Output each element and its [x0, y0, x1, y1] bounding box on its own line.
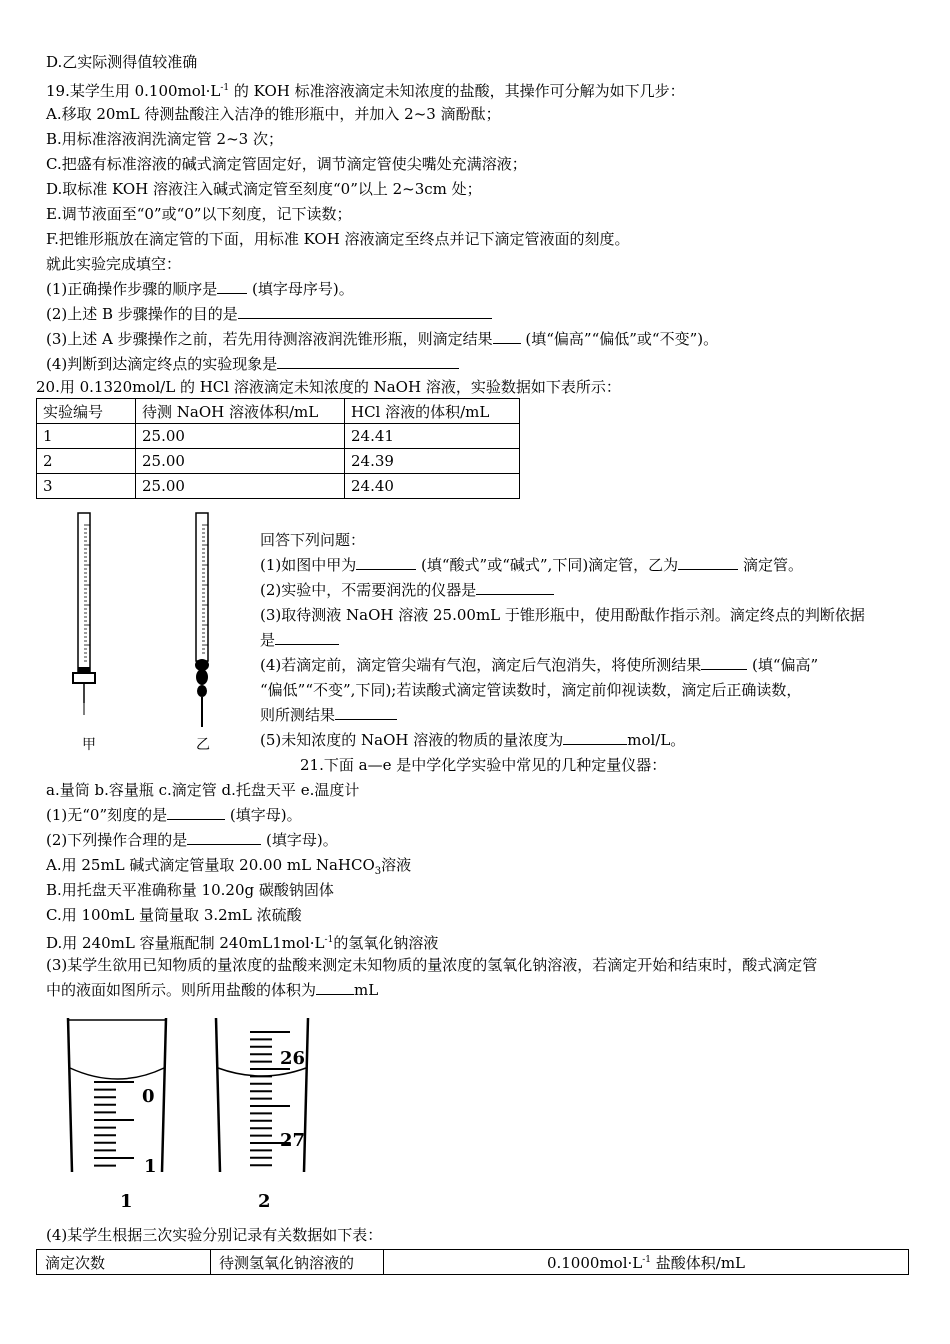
table-header-cell: $0.1000mol\cdot L^{-1}$ 盐酸体积/mL: [384, 1250, 909, 1275]
table-row: [37, 474, 520, 499]
acid-burette-jia: [73, 513, 95, 715]
table-cell: 24.39: [345, 449, 520, 474]
q20-part4: (4)若滴定前，滴定管尖端有气泡，滴定后气泡消失，将使所测结果 (填“偏高”: [260, 656, 819, 674]
q19-step-e: E.调节液面至“0”或“0”以下刻度，记下读数；: [46, 205, 352, 223]
tick-label: 27: [280, 1130, 306, 1151]
table-header-row: [37, 1250, 909, 1275]
q19-part4: (4)判断到达滴定终点的实验现象是: [46, 354, 459, 374]
q20-data-table: [36, 398, 520, 499]
q20-part4-cont: “偏低”“不变”,下同);若读酸式滴定管读数时，滴定前仰视读数，滴定后正确读数，: [260, 681, 802, 699]
table-row: [37, 449, 520, 474]
burette-figure: [40, 505, 240, 755]
burette-reading-figure: [50, 1010, 350, 1220]
table-cell: 2: [37, 449, 136, 474]
q19-step-b: B.用标准溶液润洗滴定管 2~3 次；: [46, 130, 283, 148]
q20-stem: 20.用 0.1320mol/L 的 HCl 溶液滴定未知浓度的 NaOH 溶液，实验数据如下表所示：: [36, 378, 621, 396]
q19-step-d: D.取标准 KOH 溶液注入碱式滴定管至刻度“0”以上 2~3cm 处；: [46, 180, 482, 198]
table-cell: 25.00: [136, 424, 345, 449]
q21-part4: (4)某学生根据三次实验分别记录有关数据如下表：: [46, 1226, 383, 1244]
tick-label: 0: [142, 1086, 155, 1107]
option-d: D.乙实际测得值较准确: [46, 53, 198, 71]
q21-stem: 21.下面 a—e 是中学化学实验中常见的几种定量仪器：: [300, 756, 667, 774]
q19-part2: (2)上述 B 步骤操作的目的是: [46, 304, 492, 324]
q21-option-b: B.用托盘天平准确称量 10.20g 碳酸钠固体: [46, 881, 334, 899]
table-header-cell: HCl 溶液的体积/mL: [345, 399, 520, 424]
table-cell: 25.00: [136, 474, 345, 499]
q21-data-table: [36, 1249, 909, 1275]
figure-label-1: 1: [120, 1191, 133, 1212]
label-jia: 甲: [82, 737, 96, 753]
q21-part3-cont: 中的液面如图所示。则所用盐酸的体积为 mL: [46, 981, 379, 999]
table-cell: 24.41: [345, 424, 520, 449]
q19-step-f: F.把锥形瓶放在滴定管的下面，用标准 KOH 溶液滴定至终点并记下滴定管液面的刻度。: [46, 230, 630, 248]
q20-part2: (2)实验中，不需要润洗的仪器是: [260, 580, 554, 600]
reading-start-1: [68, 1018, 166, 1212]
q20-answer-intro: 回答下列问题：: [260, 531, 366, 549]
q20-part4-cont2: 则所测结果: [260, 705, 397, 725]
table-cell: 3: [37, 474, 136, 499]
figure-label-2: 2: [258, 1191, 271, 1212]
q20-part3-cont: 是: [260, 630, 339, 650]
table-cell: 25.00: [136, 449, 345, 474]
q20-part1: (1)如图中甲为 (填“酸式”或“碱式”,下同)滴定管，乙为 滴定管。: [260, 556, 803, 574]
q21-part3: (3)某学生欲用已知物质的量浓度的盐酸来测定未知物质的量浓度的氢氧化钠溶液，若滴定开始和结束时，酸式滴定管: [46, 956, 818, 974]
q20-part3: (3)取待测液 NaOH 溶液 25.00mL 于锥形瓶中，使用酚酞作指示剂。滴定终点的判断依据: [260, 606, 865, 624]
table-header-cell: 待测氢氧化钠溶液的: [211, 1250, 384, 1275]
tick-label: 1: [144, 1156, 157, 1177]
q19-step-c: C.把盛有标准溶液的碱式滴定管固定好，调节滴定管使尖嘴处充满溶液；: [46, 155, 527, 173]
q21-options: a.量筒 b.容量瓶 c.滴定管 d.托盘天平 e.温度计: [46, 781, 360, 799]
reading-end-2: [216, 1018, 308, 1212]
table-cell: 1: [37, 424, 136, 449]
table-header-row: [37, 399, 520, 424]
q21-part1: (1)无“0”刻度的是 (填字母)。: [46, 806, 302, 824]
table-header-cell: 滴定次数: [37, 1250, 211, 1275]
table-cell: 24.40: [345, 474, 520, 499]
q19-step-a: A.移取 20mL 待测盐酸注入洁净的锥形瓶中，并加入 2~3 滴酚酞；: [46, 105, 501, 123]
q21-part2: (2)下列操作合理的是 (填字母)。: [46, 831, 338, 849]
q19-stem: 19.某学生用 $0.100mol\cdot L^{-1}$ 的 KOH 标准溶液滴定未知浓度的盐酸，其操作可分解为如下几步：: [46, 82, 685, 100]
q19-part3: (3)上述 A 步骤操作之前，若先用待测溶液润洗锥形瓶，则滴定结果 (填“偏高”“偏低”或“不变”)。: [46, 330, 719, 348]
table-header-cell: 实验编号: [37, 399, 136, 424]
label-yi: 乙: [196, 737, 210, 753]
q21-option-d: D.用 240mL 容量瓶配制 $240mL1mol\cdot L^{-1}$的氢氧化钠溶液: [46, 934, 439, 952]
q19-intro: 就此实验完成填空：: [46, 255, 182, 273]
table-header-cell: 待测 NaOH 溶液体积/mL: [136, 399, 345, 424]
q21-option-c: C.用 100mL 量筒量取 3.2mL 浓硫酸: [46, 906, 302, 924]
q19-part1: (1)正确操作步骤的顺序是 (填字母序号)。: [46, 280, 354, 298]
table-row: [37, 424, 520, 449]
q21-option-a: A.用 25mL 碱式滴定管量取 20.00 mL NaHCO$_3$溶液: [46, 856, 412, 877]
base-burette-yi: [195, 513, 209, 727]
tick-label: 26: [280, 1048, 306, 1069]
q20-part5: (5)未知浓度的 NaOH 溶液的物质的量浓度为 mol/L。: [260, 731, 686, 749]
